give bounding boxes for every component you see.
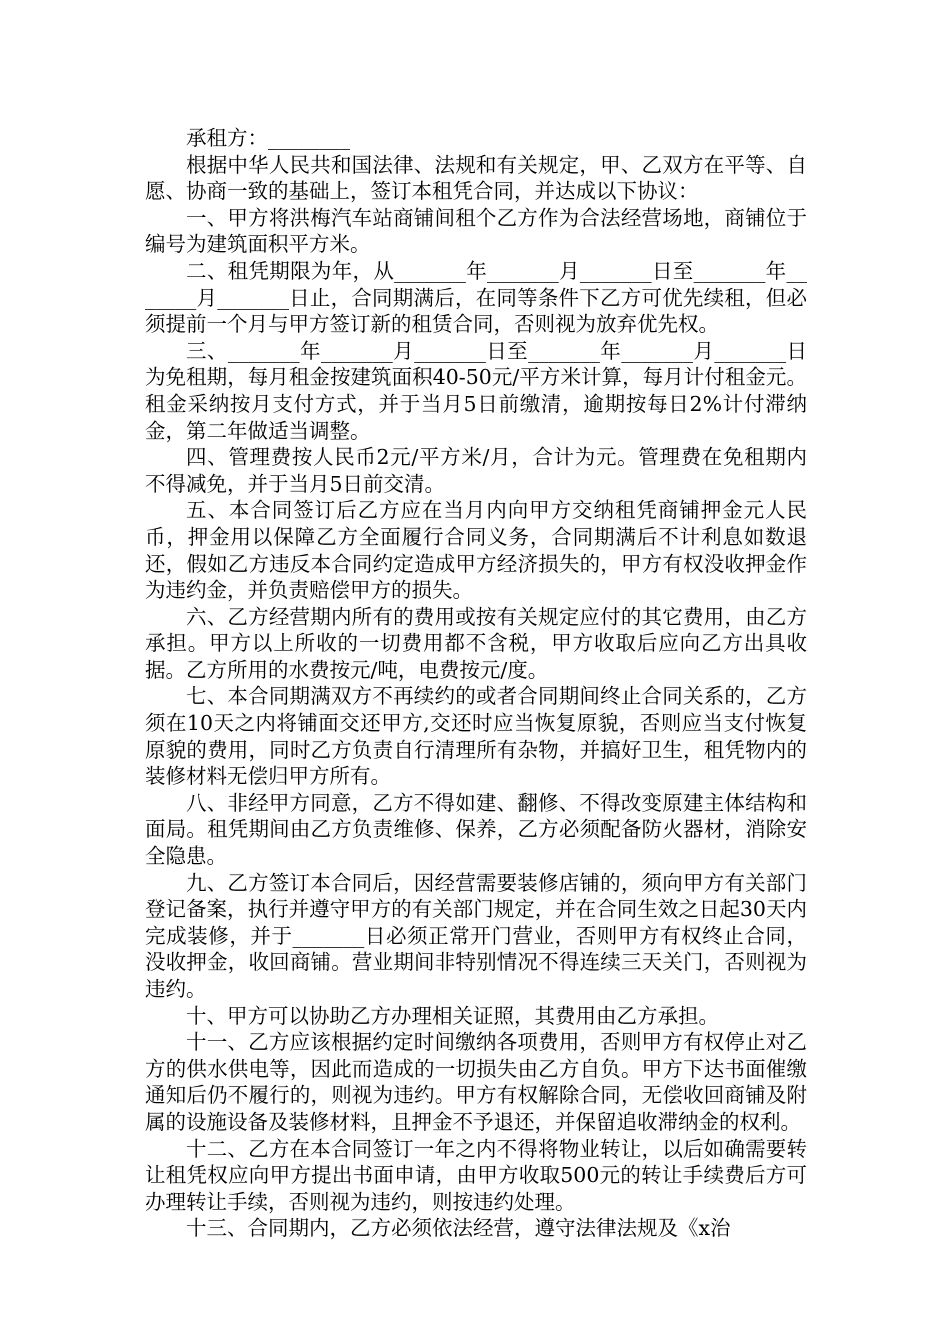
clause-12: 十二、乙方在本合同签订一年之内不得将物业转让，以后如确需要转让租凭权应向甲方提出书面申请，由甲方收取500元的转让手续费后方可办理转让手续，否则视为违约，则按违约处理。 bbox=[145, 1136, 807, 1214]
contract-body bbox=[145, 125, 807, 1242]
clause-7: 七、本合同期满双方不再续约的或者合同期间终止合同关系的，乙方须在10天之内将铺面交还甲方,交还时应当恢复原貌，否则应当支付恢复原貌的费用，同时乙方负责自行清理所有杂物，并搞好卫生，租凭物内的装修材料无偿归甲方所有。 bbox=[145, 684, 807, 789]
clause-4: 四、管理费按人民币2元/平方米/月，合计为元。管理费在免租期内不得减免，并于当月5日前交清。 bbox=[145, 445, 807, 496]
clause-10: 十、甲方可以协助乙方办理相关证照，其费用由乙方承担。 bbox=[186, 1003, 719, 1028]
clause-13: 十三、合同期内，乙方必须依法经营，遵守法律法规及《x治 bbox=[186, 1216, 731, 1241]
clause-9: 九、乙方签订本合同后，因经营需要装修店铺的，须向甲方有关部门登记备案，执行并遵守甲方的有关部门规定，并在合同生效之日起30天内完成装修，并于_______日必须正常开门营业，否则甲方有权终止合同，没收押金，收回商铺。营业期间非特别情况不得连续三天关门，否则视为违约。 bbox=[145, 870, 807, 1001]
clause-2: 二、租凭期限为年，从_______年_______月_______日至_______年_______月_______日止，合同期满后，在同等条件下乙方可优先续租，但必须提前一个月与甲方签订新的租赁合同，否则视为放弃优先权。 bbox=[145, 258, 807, 337]
clause-8: 八、非经甲方同意，乙方不得如建、翻修、不得改变原建主体结构和面局。租凭期间由乙方负责维修、保养，乙方必须配备防火器材，消除安全隐患。 bbox=[145, 790, 807, 869]
clause-1: 一、甲方将洪梅汽车站商铺间租个乙方作为合法经营场地，商铺位于编号为建筑面积平方米。 bbox=[145, 205, 807, 257]
lessee-line: 承租方：________ bbox=[186, 126, 350, 150]
clause-3: 三、_______年_______月_______日至_______年_______月_______日为免租期，每月租金按建筑面积40-50元/平方米计算，每月计付租金元。租金采纳按月支付方式，并于当月5日前缴清，逾期按每日2%计付滞纳金，第二年做适当调整。 bbox=[145, 338, 807, 443]
preamble-paragraph: 根据中华人民共和国法律、法规和有关规定，甲、乙双方在平等、自愿、协商一致的基础上，签订本租凭合同，并达成以下协议： bbox=[145, 152, 807, 204]
clause-11: 十一、乙方应该根据约定时间缴纳各项费用，否则甲方有权停止对乙方的供水供电等，因此而造成的一切损失由乙方自负。甲方下达书面催缴通知后仍不履行的，则视为违约。甲方有权解除合同，无偿收回商铺及附属的设施设备及装修材料，且押金不予退还，并保留追收滞纳金的权利。 bbox=[145, 1030, 807, 1134]
clause-5: 五、本合同签订后乙方应在当月内向甲方交纳租凭商铺押金元人民币，押金用以保障乙方全面履行合同义务，合同期满后不计利息如数退还，假如乙方违反本合同约定造成甲方经济损失的，甲方有权没收押金作为违约金，并负责赔偿甲方的损失。 bbox=[145, 498, 807, 603]
clause-6: 六、乙方经营期内所有的费用或按有关规定应付的其它费用，由乙方承担。甲方以上所收的一切费用都不含税，甲方收取后应向乙方出具收据。乙方所用的水费按元/吨，电费按元/度。 bbox=[145, 604, 807, 682]
